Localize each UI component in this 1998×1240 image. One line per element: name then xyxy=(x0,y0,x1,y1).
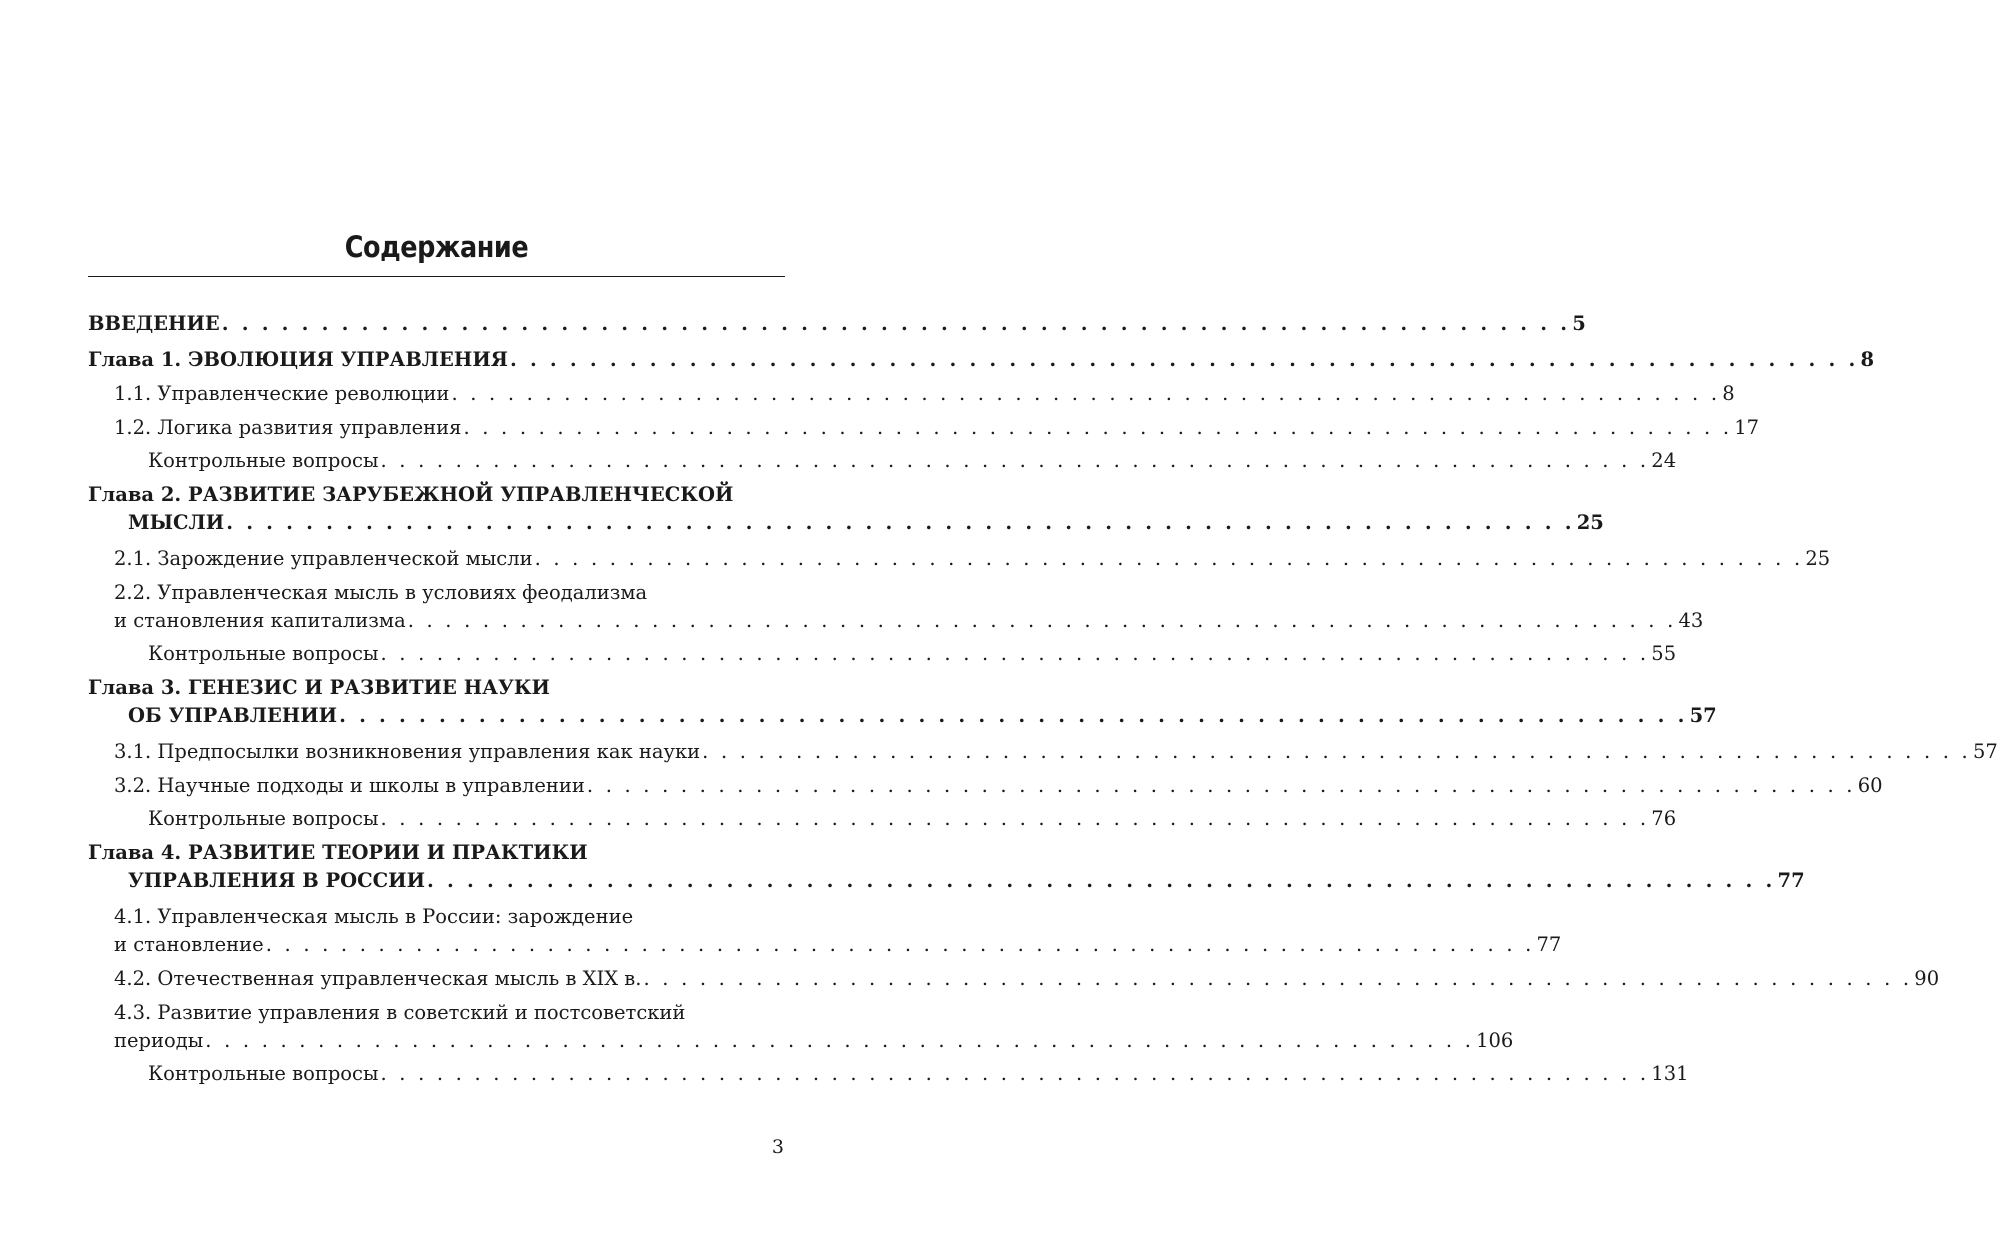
toc-entry-title: ВВЕДЕНИЕ xyxy=(88,310,220,338)
dot-leader: . . . . . . . . . . . . . . . . . . . . . . . . . . . . . . . . . . . . . . . . . . . . . . . . . . . . . . . . . . . . . . . . . . . . xyxy=(205,1029,1475,1052)
toc-entry-title: 4.3. Развитие управления в советский и постсоветский xyxy=(114,1001,686,1024)
toc-entry xyxy=(88,414,1760,442)
toc-entry-page: 57 xyxy=(1689,704,1717,727)
dot-leader: . . . . . . . . . . . . . . . . . . . . . . . . . . . . . . . . . . . . . . . . . . . . . . . . . . . . . . . . . . . . . . . . . . . . xyxy=(463,416,1733,439)
toc-entry xyxy=(88,346,1875,374)
toc-entry-page: 8 xyxy=(1722,382,1735,405)
toc-entry-page: 60 xyxy=(1857,774,1883,797)
toc-entry-title: Глава 2. РАЗВИТИЕ ЗАРУБЕЖНОЙ УПРАВЛЕНЧЕСКОЙ xyxy=(88,483,734,506)
toc-entry xyxy=(88,640,1677,668)
toc-entry-page: 76 xyxy=(1651,807,1677,830)
toc-entry-title: Контрольные вопросы xyxy=(148,805,378,833)
toc-entry-title: периоды xyxy=(114,1027,203,1055)
toc-entry xyxy=(88,903,1562,959)
dot-leader: . . . . . . . . . . . . . . . . . . . . . . . . . . . . . . . . . . . . . . . . . . . . . . . . . . . . . . . . . . . . . . . . . . . . xyxy=(380,642,1650,665)
toc-entry-title: Контрольные вопросы xyxy=(148,447,378,475)
dot-leader: . . . . . . . . . . . . . . . . . . . . . . . . . . . . . . . . . . . . . . . . . . . . . . . . . . . . . . . . . . . . . . . . . . . . xyxy=(265,933,1535,956)
dot-leader: . . . . . . . . . . . . . . . . . . . . . . . . . . . . . . . . . . . . . . . . . . . . . . . . . . . . . . . . . . . . . . . . . . . . xyxy=(509,348,1859,371)
toc-entry-page: 77 xyxy=(1777,869,1805,892)
dot-leader: . . . . . . . . . . . . . . . . . . . . . . . . . . . . . . . . . . . . . . . . . . . . . . . . . . . . . . . . . . . . . . . . . . . . xyxy=(339,704,1688,727)
toc-entry-title: 1.2. Логика развития управления xyxy=(114,414,461,442)
toc-entry-title: УПРАВЛЕНИЯ В РОССИИ xyxy=(128,867,425,895)
toc-entry xyxy=(88,772,1883,800)
dot-leader: . . . . . . . . . . . . . . . . . . . . . . . . . . . . . . . . . . . . . . . . . . . . . . . . . . . . . . . . . . . . . . . . . . . . xyxy=(221,312,1571,335)
toc-entry xyxy=(88,839,1805,895)
toc-entry-page: 43 xyxy=(1678,609,1704,632)
toc-entry-page: 24 xyxy=(1651,449,1677,472)
toc-entry-page: 106 xyxy=(1476,1029,1514,1052)
toc-entry-title: МЫСЛИ xyxy=(128,509,224,537)
dot-leader: . . . . . . . . . . . . . . . . . . . . . . . . . . . . . . . . . . . . . . . . . . . . . . . . . . . . . . . . . . . . . . . . . . . . xyxy=(380,1062,1650,1085)
toc-entry-title: 2.1. Зарождение управленческой мысли xyxy=(114,545,533,573)
toc-entry-page: 90 xyxy=(1914,967,1940,990)
toc-entry-title: 3.1. Предпосылки возникновения управления как науки xyxy=(114,738,700,766)
toc-entry-title: 4.1. Управленческая мысль в России: зарождение xyxy=(114,905,634,928)
toc-entry-title: и становление xyxy=(114,931,264,959)
dot-leader: . . . . . . . . . . . . . . . . . . . . . . . . . . . . . . . . . . . . . . . . . . . . . . . . . . . . . . . . . . . . . . . . . . . . xyxy=(586,774,1856,797)
page-number: 3 xyxy=(771,1136,784,1158)
toc-entry-page: 77 xyxy=(1536,933,1562,956)
toc-entry xyxy=(88,447,1677,475)
toc-entry-title: Глава 3. ГЕНЕЗИС И РАЗВИТИЕ НАУКИ xyxy=(88,676,550,699)
page-title: Содержание xyxy=(344,230,529,264)
toc-entry-title: 1.1. Управленческие революции xyxy=(114,380,449,408)
toc-entry xyxy=(88,481,1604,537)
toc-entry xyxy=(88,805,1677,833)
toc-entry-page: 25 xyxy=(1805,547,1831,570)
dot-leader: . . . . . . . . . . . . . . . . . . . . . . . . . . . . . . . . . . . . . . . . . . . . . . . . . . . . . . . . . . . . . . . . . . . . xyxy=(407,609,1677,632)
toc-entry-page: 17 xyxy=(1734,416,1760,439)
toc-entry xyxy=(88,738,1998,766)
toc-entry xyxy=(88,310,1586,338)
dot-leader: . . . . . . . . . . . . . . . . . . . . . . . . . . . . . . . . . . . . . . . . . . . . . . . . . . . . . . . . . . . . . . . . . . . . xyxy=(534,547,1804,570)
toc-entry xyxy=(88,579,1704,635)
toc-entry-title: 4.2. Отечественная управленческая мысль в XIX в. xyxy=(114,965,641,993)
toc-entry xyxy=(88,380,1735,408)
toc-entry-page: 5 xyxy=(1572,312,1586,335)
dot-leader: . . . . . . . . . . . . . . . . . . . . . . . . . . . . . . . . . . . . . . . . . . . . . . . . . . . . . . . . . . . . . . . . . . . . xyxy=(226,511,1575,534)
toc-entry-title: Контрольные вопросы xyxy=(148,1060,378,1088)
toc-entry-title: Контрольные вопросы xyxy=(148,640,378,668)
toc-entry-page: 57 xyxy=(1972,740,1998,763)
toc-entry-title: Глава 4. РАЗВИТИЕ ТЕОРИИ И ПРАКТИКИ xyxy=(88,841,588,864)
toc-entry-title: и становления капитализма xyxy=(114,607,406,635)
toc-entry xyxy=(88,999,1514,1055)
dot-leader: . . . . . . . . . . . . . . . . . . . . . . . . . . . . . . . . . . . . . . . . . . . . . . . . . . . . . . . . . . . . . . . . . . . . xyxy=(702,740,1971,763)
toc-entry xyxy=(88,965,1940,993)
toc-entry xyxy=(88,1060,1689,1088)
toc-entry-title: ОБ УПРАВЛЕНИИ xyxy=(128,702,337,730)
toc-entry-page: 25 xyxy=(1576,511,1604,534)
dot-leader: . . . . . . . . . . . . . . . . . . . . . . . . . . . . . . . . . . . . . . . . . . . . . . . . . . . . . . . . . . . . . . . . . . . . xyxy=(380,807,1650,830)
toc-entry-title: 2.2. Управленческая мысль в условиях феодализма xyxy=(114,581,648,604)
dot-leader: . . . . . . . . . . . . . . . . . . . . . . . . . . . . . . . . . . . . . . . . . . . . . . . . . . . . . . . . . . . . . . . . . . . . xyxy=(380,449,1650,472)
toc-entry-page: 55 xyxy=(1651,642,1677,665)
toc-entry-title: 3.2. Научные подходы и школы в управлении xyxy=(114,772,585,800)
dot-leader: . . . . . . . . . . . . . . . . . . . . . . . . . . . . . . . . . . . . . . . . . . . . . . . . . . . . . . . . . . . . . . . . . . . . xyxy=(643,967,1913,990)
toc-entry xyxy=(88,545,1831,573)
table-of-contents xyxy=(88,310,1998,1088)
dot-leader: . . . . . . . . . . . . . . . . . . . . . . . . . . . . . . . . . . . . . . . . . . . . . . . . . . . . . . . . . . . . . . . . . . . . xyxy=(427,869,1776,892)
title-rule xyxy=(88,276,785,277)
toc-entry-title: Глава 1. ЭВОЛЮЦИЯ УПРАВЛЕНИЯ xyxy=(88,346,508,374)
toc-entry-page: 8 xyxy=(1860,348,1875,371)
toc-entry xyxy=(88,674,1717,730)
dot-leader: . . . . . . . . . . . . . . . . . . . . . . . . . . . . . . . . . . . . . . . . . . . . . . . . . . . . . . . . . . . . . . . . . . . . xyxy=(451,382,1721,405)
toc-entry-page: 131 xyxy=(1651,1062,1689,1085)
